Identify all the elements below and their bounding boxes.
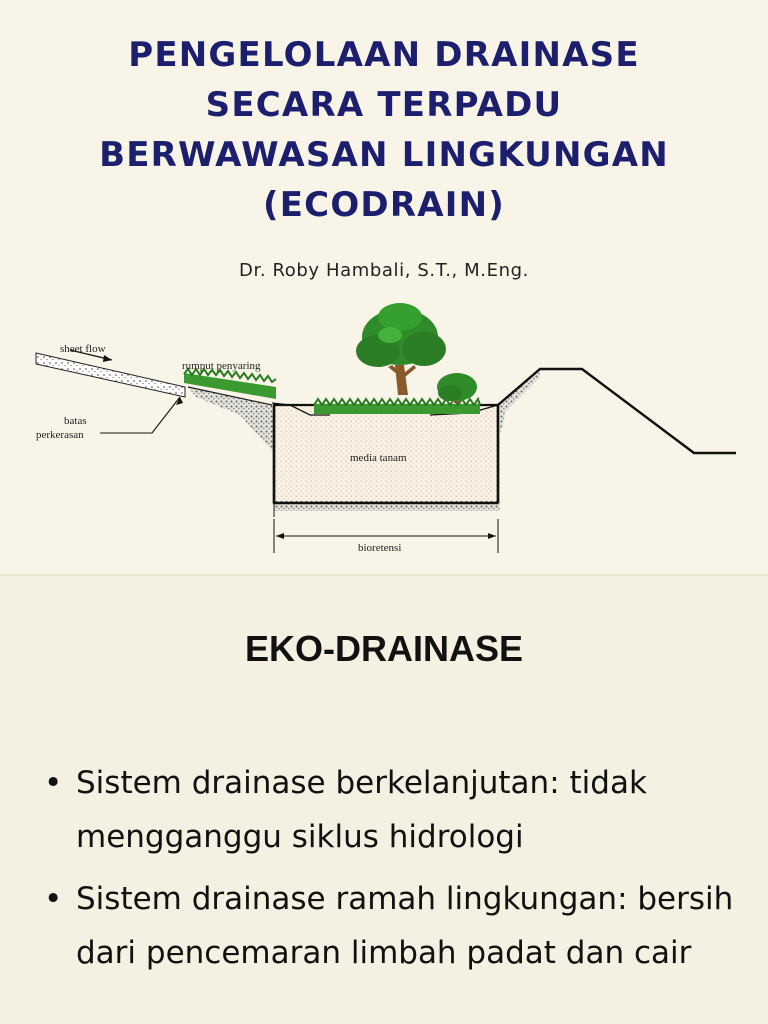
tree-small <box>437 373 477 403</box>
bullet-item <box>44 756 744 864</box>
slide-heading: EKO-DRAINASE <box>244 628 523 669</box>
bullet-dot: • <box>44 765 63 801</box>
label-batas: batas <box>64 415 87 427</box>
label-media-tanam: media tanam <box>350 452 407 464</box>
bullet-item <box>44 872 744 980</box>
ecodrain-cross-section-diagram <box>0 295 768 565</box>
label-perkerasan: perkerasan <box>36 429 84 441</box>
bullet-text: Sistem drainase berkelanjutan: tidak mengganggu siklus hidrologi <box>76 765 647 855</box>
label-sheet-flow: sheet flow <box>60 343 106 355</box>
tree-large <box>356 303 446 395</box>
author: Dr. Roby Hambali, S.T., M.Eng. <box>239 260 529 281</box>
title-line: PENGELOLAAN DRAINASE <box>128 35 640 75</box>
title-line: BERWAWASAN LINGKUNGAN <box>99 135 669 175</box>
left-slope <box>188 387 274 453</box>
label-bioretensi: bioretensi <box>358 542 402 554</box>
bullet-text: Sistem drainase ramah lingkungan: bersih dari pencemaran limbah padat dan cair <box>76 881 734 971</box>
bullet-dot: • <box>44 881 63 917</box>
slide-2 <box>0 576 768 1024</box>
title-line: (ECODRAIN) <box>263 185 505 225</box>
right-embankment <box>498 369 736 453</box>
batas-perkerasan-leader <box>100 397 183 433</box>
slide-title <box>0 30 768 230</box>
label-rumput-penyaring: rumput penyaring <box>182 360 261 372</box>
title-line: SECARA TERPADU <box>205 85 563 125</box>
bullet-list <box>44 756 744 988</box>
